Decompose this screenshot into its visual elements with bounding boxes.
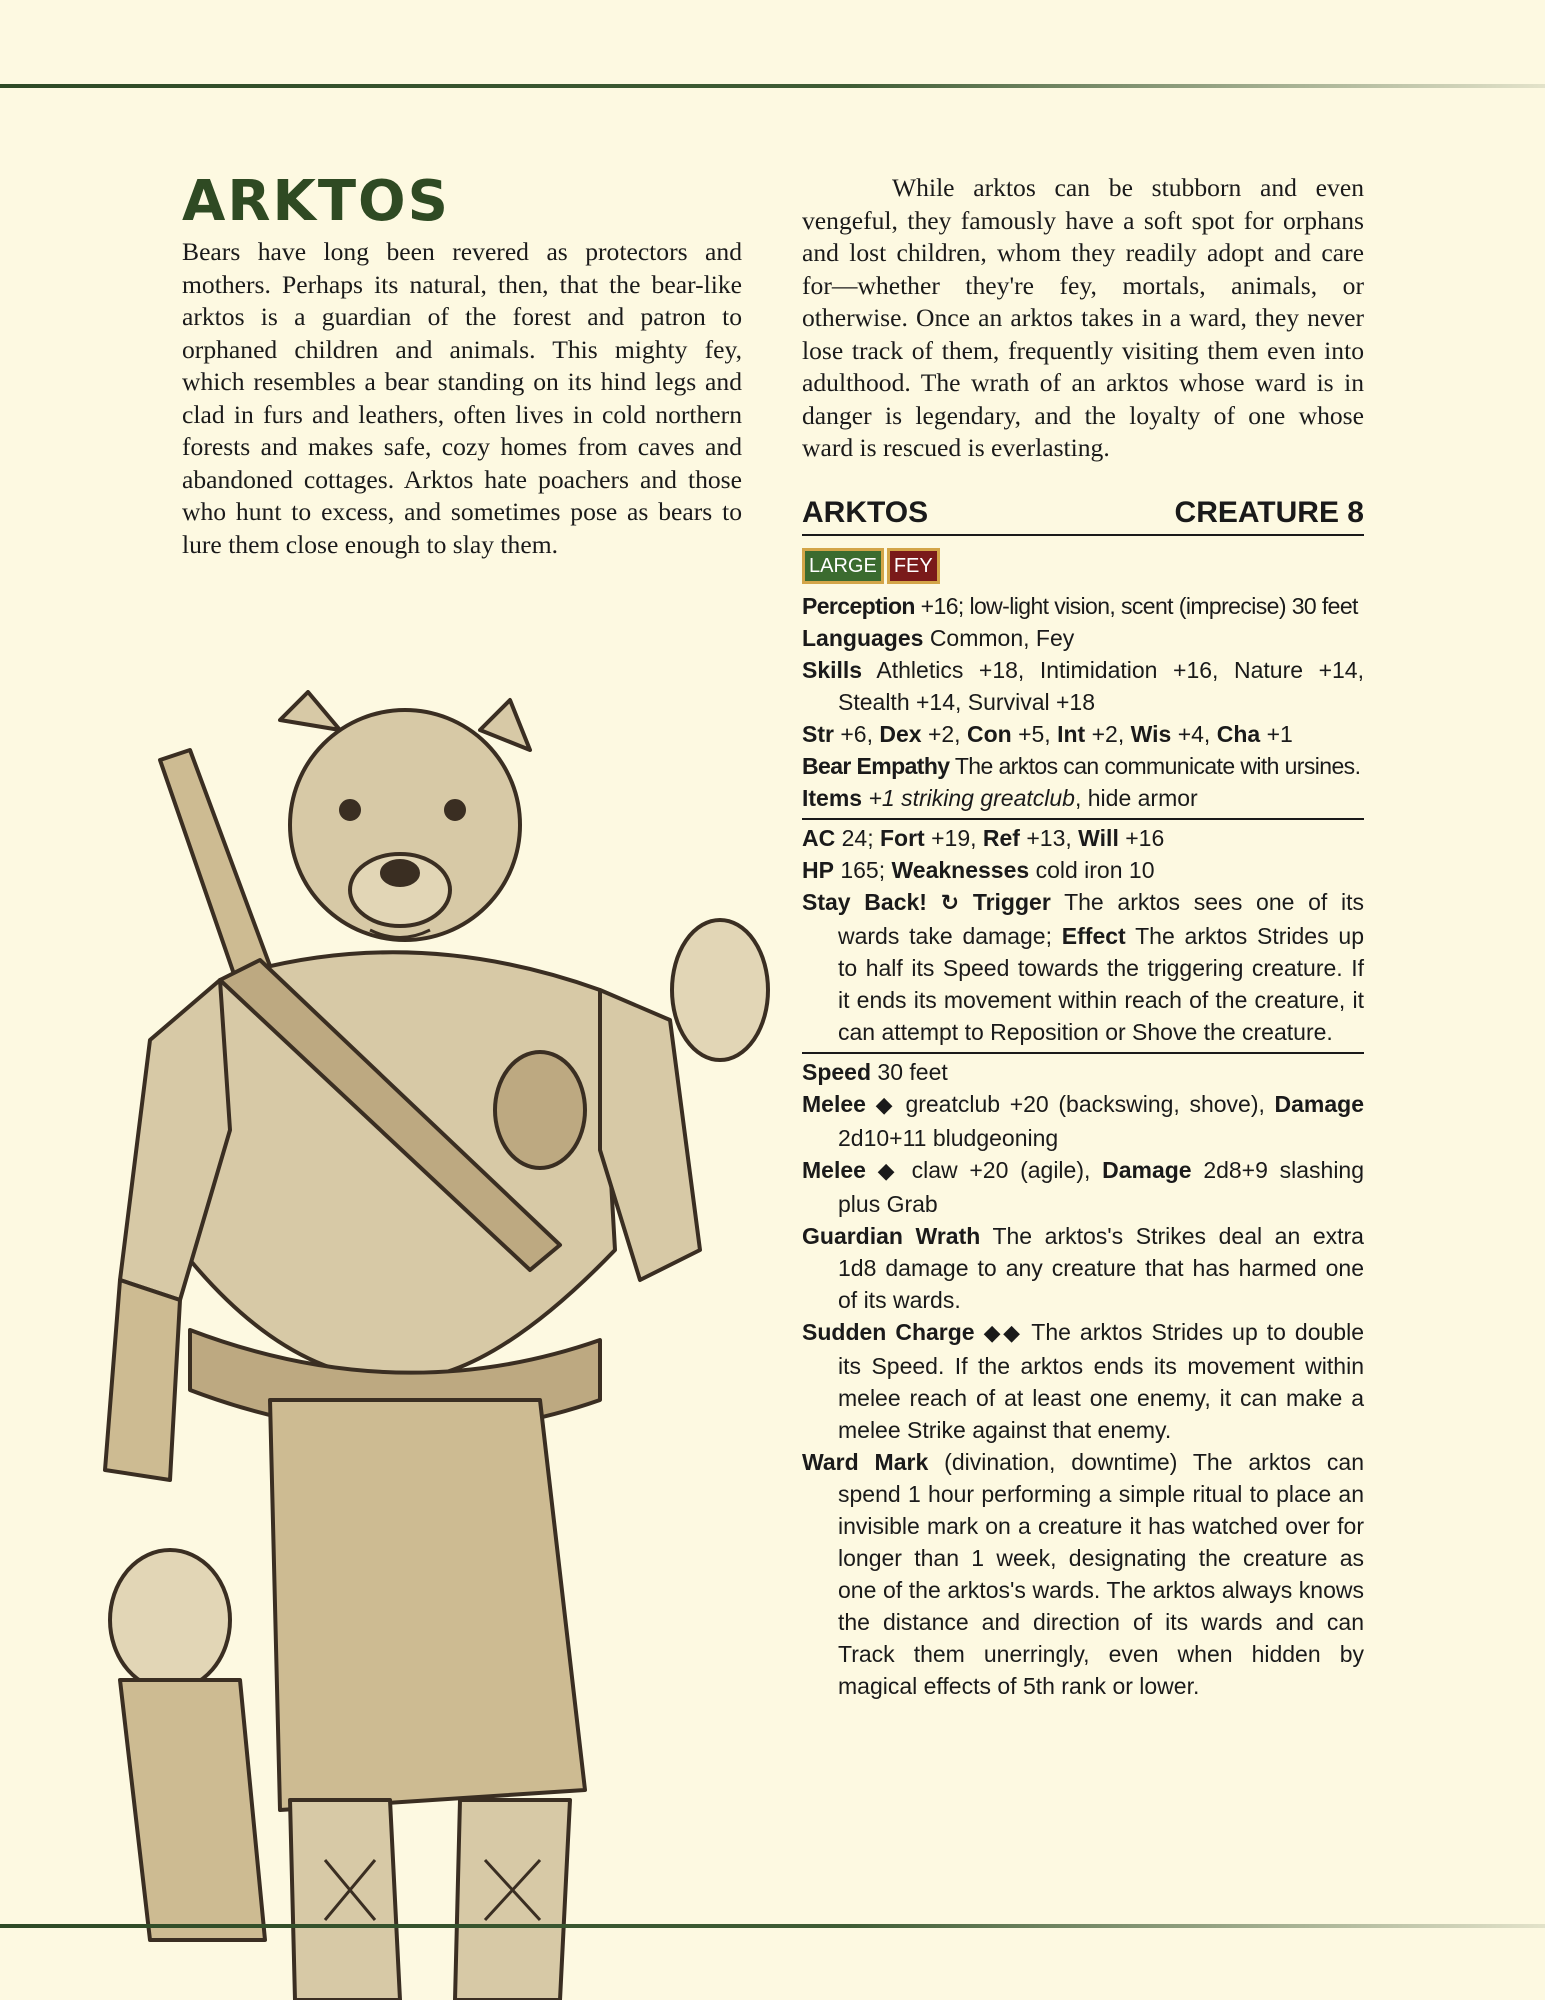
stat-label: Perception [802,592,915,619]
stat-value: The arktos Strides up to half its Speed towards the triggering creature. If it ends its movement within reach of the creature, it can attempt to Reposition or Shove the creature. [838,922,1364,1045]
stat-label: Str [802,720,834,747]
statblock-body [802,590,1364,1702]
ability-name: Sudden Charge [802,1318,975,1345]
ability-name: Stay Back! [802,888,927,915]
sudden-charge-ability [802,1316,1364,1446]
stat-value: +16 [1125,824,1165,851]
stat-value: +5, [1018,720,1051,747]
stat-value: The arktos can communicate with ursines. [954,752,1361,779]
stat-value: +4, [1177,720,1211,747]
stat-label: AC [802,824,836,851]
items-line [802,782,1364,814]
top-rule [0,84,1545,88]
trait-badge: FEY [887,548,940,584]
stat-label: Cha [1216,720,1261,747]
single-action-icon: ◆ [875,1092,896,1118]
stat-value: The arktos's Strikes deal an extra 1d8 damage to any creature that has harmed one of its wards. [838,1222,1364,1313]
stat-value: greatclub +20 (backswing, shove), [905,1090,1265,1117]
stat-value: claw +20 (agile), [911,1156,1091,1183]
stat-value: cold iron 10 [1035,856,1155,883]
stat-value: +19, [931,824,977,851]
stat-value: Common, Fey [929,624,1075,651]
intro-paragraph: Bears have long been revered as protectors and mothers. Perhaps its natural, then, that the bear-like arktos is a guardian of the forest and patron to orphaned children and animals. This mighty fey, which resembles a bear standing on its hind legs and clad in furs and leathers, often lives in cold northern forests and makes safe, cozy homes from caves and abandoned cottages. Arktos hate poachers and those who hunt to excess, and sometimes pose as bears to lure them close enough to slay them. [182,237,742,559]
stat-label: Skills [802,656,863,683]
ability-name: Guardian Wrath [802,1222,981,1249]
trait-badge: LARGE [802,548,884,584]
defenses-line [802,822,1364,854]
stat-value: 165; [840,856,886,883]
stat-label: Int [1057,720,1086,747]
stat-label: Weaknesses [891,856,1030,883]
bottom-rule [0,1924,1545,1928]
stat-label: Speed [802,1058,872,1085]
ability-name: Ward Mark [802,1448,929,1475]
guardian-wrath-ability [802,1220,1364,1316]
stat-label: Items [802,784,863,811]
stat-label: HP [802,856,834,883]
stat-label: Effect [1061,922,1126,949]
stat-label: Languages [802,624,924,651]
stat-value: +2, [927,720,961,747]
stat-value: 24; [841,824,874,851]
stat-value: Athletics +18, Intimidation +16, Nature +14, Stealth +14, Survival +18 [838,656,1364,715]
intro-column [182,170,742,561]
stat-label: Trigger [972,888,1051,915]
stat-label: Con [966,720,1012,747]
page-title: ARKTOS [182,169,450,234]
stat-label: Bear Empathy [802,752,950,779]
statblock-column [802,172,1364,1702]
stat-value: +2, [1091,720,1125,747]
lore-paragraph: While arktos can be stubborn and even vengeful, they famously have a soft spot for orphans and lost children, whom they readily adopt and care for—whether they're fey, mortals, animals, or otherwise. Once an arktos takes in a ward, they never lose track of them, frequently visiting them even into adulthood. The wrath of an arktos whose ward is in danger is legendary, and the loyalty of one whose ward is rescued is everlasting. [802,173,1364,462]
stat-value: The arktos Strides up to double its Speed. If the arktos ends its movement within melee reach of at least one enemy, it can make a melee Strike against that enemy. [838,1318,1364,1443]
stat-label: Damage [1274,1090,1365,1117]
stat-value: 30 feet [877,1058,948,1085]
stat-label: Melee [802,1156,866,1183]
two-action-icon: ◆◆ [983,1320,1023,1346]
melee-claw [802,1154,1364,1220]
stat-label: Wis [1130,720,1172,747]
single-action-icon: ◆ [877,1158,900,1184]
melee-greatclub [802,1088,1364,1154]
stat-value: +16; low-light vision, scent (imprecise) 30 feet [920,592,1358,619]
perception-line [802,590,1364,622]
speed-line [802,1056,1364,1088]
skills-line [802,654,1364,718]
reaction-icon: ↻ [940,890,960,916]
stat-value: +6, [840,720,873,747]
stat-value: 2d10+11 bludgeoning [838,1124,1059,1151]
ward-mark-ability [802,1446,1364,1702]
bear-empathy-line [802,750,1364,782]
creature-level: CREATURE 8 [1174,495,1364,529]
stat-label: Fort [880,824,925,851]
stat-label: Ref [982,824,1020,851]
attributes-line [802,718,1364,750]
divider [802,1052,1364,1054]
bear-guardian-illustration [40,690,780,2000]
statblock-header [802,495,1364,536]
stat-value: The arktos sees one of its wards take damage; [838,888,1365,949]
stat-value: +1 [1266,720,1293,747]
trait-list [802,548,1364,584]
stat-label: Melee [802,1090,866,1117]
stat-value: 2d8+9 slashing plus Grab [838,1156,1365,1217]
creature-name: ARKTOS [802,495,929,529]
item-name: +1 striking greatclub [868,784,1075,811]
stay-back-ability [802,886,1364,1048]
stat-label: Damage [1102,1156,1192,1183]
divider [802,818,1364,820]
hp-line [802,854,1364,886]
stat-value: (divination, downtime) The arktos can spend 1 hour performing a simple ritual to place an invisible mark on a creature it has watched over for longer than 1 week, designating the creature as one of the arktos's wards. The arktos always knows the distance and direction of its wards and can Track them unerringly, even when hidden by magical effects of 5th rank or lower. [838,1448,1365,1699]
stat-value: , hide armor [1074,784,1198,811]
stat-value: +13, [1026,824,1072,851]
stat-label: Dex [879,720,922,747]
stat-label: Will [1078,824,1119,851]
languages-line [802,622,1364,654]
